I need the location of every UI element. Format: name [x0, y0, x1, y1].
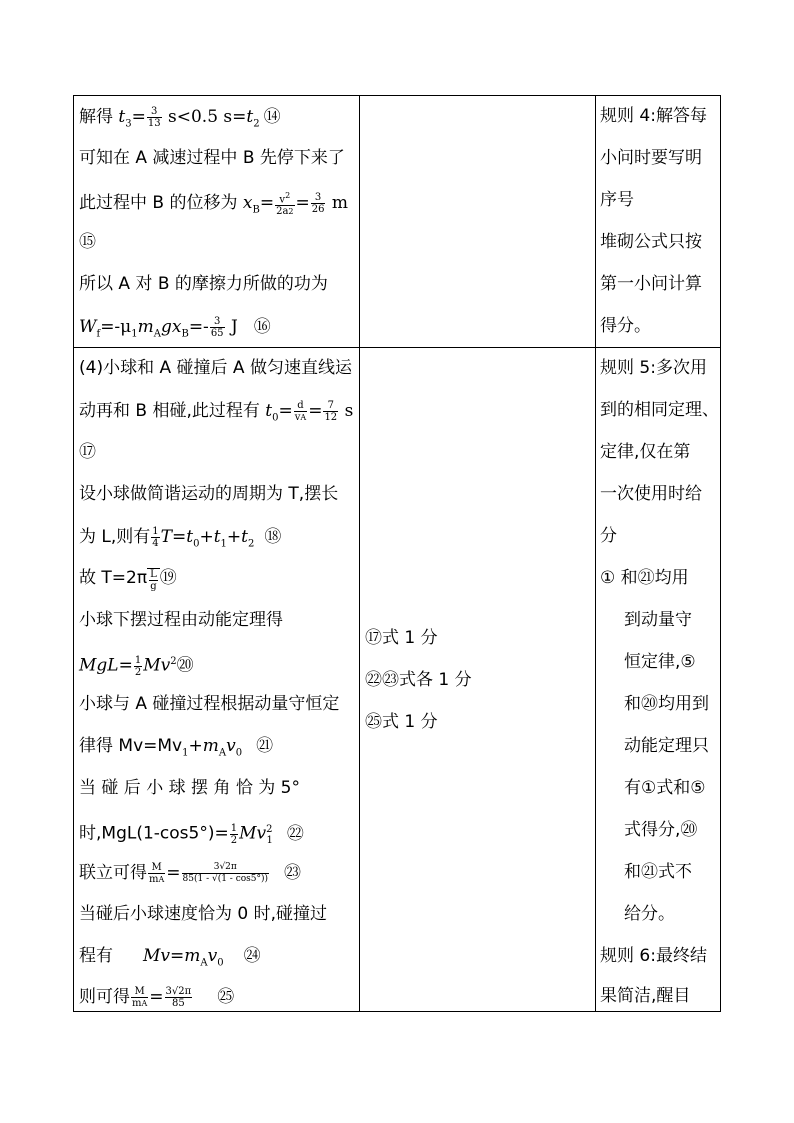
equation-number: ⑳ [176, 655, 194, 676]
sqrt [147, 568, 160, 592]
solution-line: 则可得 $\frac{M}{mA}$ = $\frac{3√2\pi}{85}$ ㉕ [79, 986, 235, 1009]
rule-line: 给分。 [624, 904, 675, 924]
solution-line: 此过程中 B 的位移为 $x_B=$ $\frac{v^2}{2a2}$ = $\frac{3}{26}$ m [79, 191, 349, 218]
rule-line: 序号 [600, 190, 634, 210]
rule-line: 分 [600, 526, 617, 546]
equation-number: ㉔ [243, 946, 261, 966]
fraction: $\frac{1}{4}$ [152, 526, 159, 549]
rules-cell-bottom [600, 348, 720, 1012]
solution-line: 时,MgL(1-cos5°)= $\frac{1}{2}$ $Mv^2_1$ ㉒ [79, 822, 304, 847]
fraction: $\frac{7}{12}$ [324, 400, 338, 423]
solution-line: MgL= $\frac{1}{2}$ Mv$^2$⑳ [79, 654, 194, 678]
equation-number: ⑲ [159, 568, 177, 588]
rule-line: ① 和㉑均用 [600, 568, 689, 588]
rule-line: 有①式和⑤ [624, 778, 706, 798]
solution-line: 律得 $Mv=Mv_1+m_Av_0$ ㉑ [79, 736, 274, 759]
equation-number: ㉕ [217, 987, 235, 1007]
solution-line: 解得 $t_3=$ $\frac{3}{13}$ s<0.5 $s=t_2$ ⑭ [79, 106, 281, 130]
equation-number: ⑮ [79, 232, 96, 252]
rule-line: 到的相同定理、 [600, 400, 719, 420]
score-line: ㉕式 1 分 [365, 712, 438, 732]
equation-number: ⑱ [264, 527, 282, 547]
rules-cell-top [600, 96, 720, 346]
rule-line: 得分。 [600, 316, 651, 336]
rule-line: 到动量守 [624, 610, 692, 630]
rule-line: 恒定律,⑤ [624, 652, 696, 672]
score-line: ㉒㉓式各 1 分 [365, 670, 472, 690]
solution-line: 所以 A 对 B 的摩擦力所做的功为 [79, 274, 328, 294]
solution-line: (4)小球和 A 碰撞后 A 做匀速直线运 [79, 358, 352, 378]
rule-line: 果简洁,醒目 [600, 986, 691, 1006]
fraction: $\frac{d}{vA}$ [294, 400, 307, 423]
solution-line: $W_f=-\mu_1m_Agx_B=-$ $\frac{3}{65}$ J ⑯ [79, 316, 271, 340]
equation-number: ⑯ [253, 317, 271, 337]
rule-line: 规则 6:最终结 [600, 946, 707, 966]
rule-line: 和㉑式不 [624, 862, 692, 882]
fraction: $\frac{M}{mA}$ [149, 862, 165, 885]
fraction: $\frac{L}{g}$ [150, 569, 157, 592]
solution-cell-bottom [79, 348, 357, 1012]
fraction: $\frac{1}{2}$ [134, 654, 142, 678]
solution-line: 动再和 B 相碰,此过程有 $t_0=$ $\frac{d}{vA}$ = $\frac{7}{12}$ s [79, 400, 354, 424]
equation-number: ⑰ [79, 442, 96, 462]
solution-line: 当 碰 后 小 球 摆 角 恰 为 5° [79, 778, 300, 798]
rule-line: 规则 4:解答每 [600, 106, 707, 126]
rule-line: 第一小问计算 [600, 274, 702, 294]
equation-number: ㉒ [286, 823, 304, 844]
rule-line: 堆砌公式只按 [600, 232, 702, 252]
fraction: $\frac{v^2}{2a2}$ [276, 191, 294, 218]
score-line: ⑰式 1 分 [365, 628, 438, 648]
equation-number: ㉑ [256, 736, 274, 756]
solution-cell-top [79, 96, 357, 346]
fraction: $\frac{3√2\pi}{85}$ [165, 986, 192, 1009]
solution-line: 可知在 A 减速过程中 B 先停下来了 [79, 148, 345, 168]
fraction: $\frac{3}{26}$ [311, 192, 325, 216]
solution-line: 程有 $Mv=m_Av_0$ ㉔ [79, 946, 261, 969]
solution-line: 小球下摆过程由动能定理得 [79, 610, 283, 630]
solution-line: 故 T=2π $\frac{L}{g}$ ⑲ [79, 568, 177, 592]
rule-line: 动能定理只 [624, 736, 709, 756]
equation-number: ⑭ [263, 107, 281, 127]
column-divider-1 [359, 96, 360, 1011]
solution-line: 小球与 A 碰撞过程根据动量守恒定 [79, 694, 340, 714]
fraction: $\frac{3}{65}$ [210, 316, 224, 339]
fraction: $\frac{3}{13}$ [147, 106, 161, 129]
rule-line: 规则 5:多次用 [600, 358, 707, 378]
score-cell-bottom [365, 348, 593, 1012]
solution-line: 为 L,则有 $\frac{1}{4}$ $T=t_0+t_1+t_2$ ⑱ [79, 526, 282, 550]
solution-line: 联立可得 $\frac{M}{mA}$ = $\frac{3√2\pi}{85(1 - √(1 - \cos 5^\circ))}$ ㉓ [79, 862, 302, 885]
solution-line: 设小球做简谐运动的周期为 T,摆长 [79, 484, 339, 504]
scoring-table [73, 95, 721, 1012]
fraction: $\frac{1}{2}$ [230, 822, 238, 846]
rule-line: 式得分,⑳ [624, 820, 698, 840]
rule-line: 小问时要写明 [600, 148, 702, 168]
rule-line: 定律,仅在第 [600, 442, 691, 462]
fraction: $\frac{3√2\pi}{85(1 - √(1 - \cos 5^\circ))}$ [182, 862, 269, 884]
equation-number: ㉓ [284, 863, 302, 883]
rule-line: 和⑳均用到 [624, 694, 709, 714]
fraction: $\frac{M}{mA}$ [132, 986, 148, 1009]
column-divider-2 [595, 96, 596, 1011]
rule-line: 一次使用时给 [600, 484, 702, 504]
solution-line: 当碰后小球速度恰为 0 时,碰撞过 [79, 904, 328, 924]
